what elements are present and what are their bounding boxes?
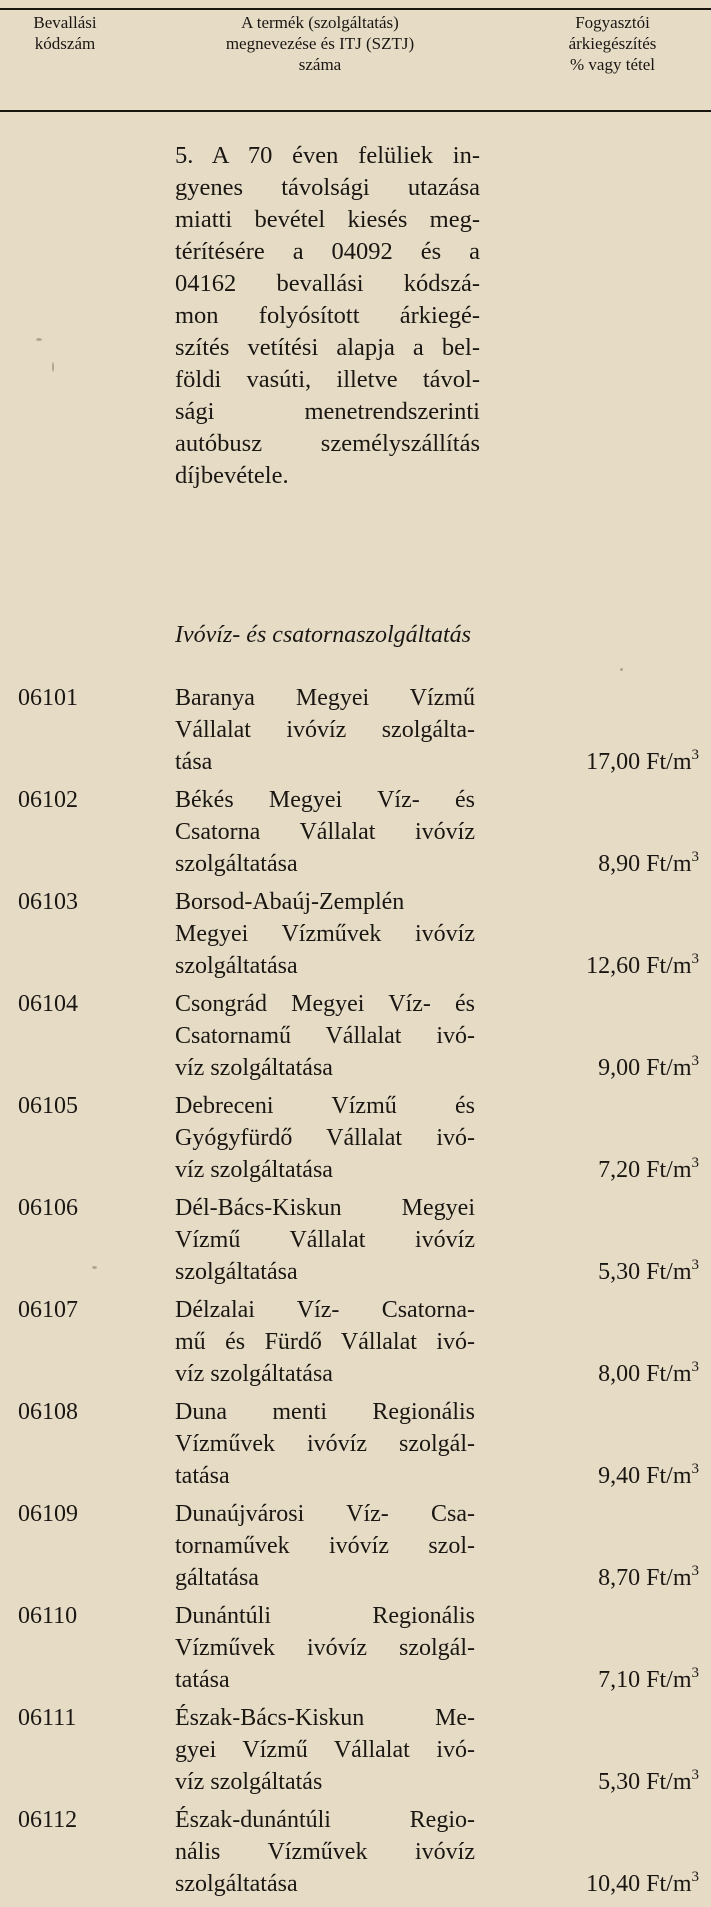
note-line: miatti bevétel kiesés meg- (175, 206, 480, 233)
row-code: 06109 (18, 1501, 78, 1527)
row-fee-unit: Ft/m (646, 1769, 692, 1795)
row-description-line: Dunaújvárosi Víz- Csa- (175, 1501, 475, 1527)
row-fee-unit: Ft/m (646, 1565, 692, 1591)
row-fee-value: 8,90 (598, 851, 641, 877)
row-description-line: Délzalai Víz- Csatorna- (175, 1297, 475, 1323)
row-description-line: tatása (175, 1667, 230, 1693)
row-description-line: Borsod-Abaúj-Zemplén (175, 889, 405, 915)
header-code-column (0, 12, 130, 54)
row-fee-value: 8,70 (598, 1565, 641, 1591)
row-fee-unit-exponent: 3 (691, 1053, 699, 1069)
row-fee-value: 5,30 (598, 1769, 641, 1795)
row-description-line: gáltatása (175, 1565, 259, 1591)
row-fee-unit: Ft/m (646, 1361, 692, 1387)
row-code: 06111 (18, 1705, 77, 1731)
row-description-line: mű és Fürdő Vállalat ivó- (175, 1329, 475, 1355)
row-fee-unit: Ft/m (646, 749, 692, 775)
row-code: 06106 (18, 1195, 78, 1221)
row-fee-unit-exponent: 3 (691, 849, 699, 865)
row-fee-unit-exponent: 3 (691, 1359, 699, 1375)
note-line: gyenes távolsági utazása (175, 174, 480, 201)
row-description-line: Megyei Vízművek ivóvíz (175, 921, 475, 947)
table-row (0, 1090, 711, 1192)
note-line: autóbusz személyszállítás (175, 430, 480, 457)
row-fee-unit: Ft/m (646, 1259, 692, 1285)
row-fee-unit: Ft/m (646, 1667, 692, 1693)
row-description-line: Baranya Megyei Vízmű (175, 685, 475, 711)
row-fee-value: 17,00 (586, 749, 641, 775)
row-description-line: Gyógyfürdő Vállalat ivó- (175, 1125, 475, 1151)
row-description-line: Csatorna Vállalat ivóvíz (175, 819, 475, 845)
row-description-line: Vízművek ivóvíz szolgál- (175, 1431, 475, 1457)
row-description-line: Békés Megyei Víz- és (175, 787, 475, 813)
row-description-line: tása (175, 749, 213, 775)
header-code-line: Bevallási (33, 13, 97, 32)
note-line: díjbevétele. (175, 462, 289, 489)
note-line: 04162 bevallási kódszá- (175, 270, 480, 297)
table-row (0, 1804, 711, 1906)
row-description-line: víz szolgáltatása (175, 1055, 333, 1081)
row-description (175, 1498, 475, 1594)
row-description-line: szolgáltatása (175, 1871, 298, 1897)
row-description-line: tornaművek ivóvíz szol- (175, 1533, 475, 1559)
row-code: 06112 (18, 1807, 78, 1833)
header-name-line: száma (298, 55, 342, 74)
row-description-line: víz szolgáltatás (175, 1769, 323, 1795)
row-fee-unit-exponent: 3 (691, 1257, 699, 1273)
row-description (175, 1600, 475, 1696)
row-fee-unit: Ft/m (646, 1055, 692, 1081)
section-title: Ivóvíz- és csatornaszolgáltatás (175, 622, 471, 648)
row-code: 06104 (18, 991, 78, 1017)
row-description (175, 1294, 475, 1390)
row-description (175, 1702, 475, 1798)
table-row (0, 784, 711, 886)
row-fee (598, 1664, 699, 1699)
row-fee-value: 7,20 (598, 1157, 641, 1183)
row-fee-unit-exponent: 3 (691, 747, 699, 763)
row-fee-value: 7,10 (598, 1667, 641, 1693)
row-fee-value: 5,30 (598, 1259, 641, 1285)
row-description-line: Vállalat ivóvíz szolgálta- (175, 717, 475, 743)
row-description-line: szolgáltatása (175, 1259, 298, 1285)
row-fee-unit-exponent: 3 (691, 1665, 699, 1681)
row-description (175, 1192, 475, 1288)
header-code-line: kódszám (34, 34, 96, 53)
row-fee (598, 848, 699, 883)
header-rule (0, 110, 711, 112)
row-fee-unit: Ft/m (646, 851, 692, 877)
row-fee-value: 12,60 (586, 953, 641, 979)
note-line: földi vasúti, illetve távol- (175, 366, 480, 393)
row-code: 06107 (18, 1297, 78, 1323)
row-description-line: nális Vízművek ivóvíz (175, 1839, 475, 1865)
row-fee (598, 1460, 699, 1495)
row-fee (598, 1154, 699, 1189)
row-description-line: víz szolgáltatása (175, 1157, 333, 1183)
row-description-line: Csatornamű Vállalat ivó- (175, 1023, 475, 1049)
note-line: 5. A 70 éven felüliek in- (175, 142, 480, 169)
row-description (175, 886, 475, 982)
row-code: 06108 (18, 1399, 78, 1425)
note-line: szítés vetítési alapja a bel- (175, 334, 480, 361)
row-fee-unit-exponent: 3 (691, 951, 699, 967)
row-description (175, 988, 475, 1084)
table-row (0, 682, 711, 784)
row-code: 06110 (18, 1603, 78, 1629)
row-fee (598, 1052, 699, 1087)
row-description-line: Csongrád Megyei Víz- és (175, 991, 475, 1017)
print-speck (36, 338, 42, 341)
note-line: térítésére a 04092 és a (175, 238, 480, 265)
table-row (0, 1498, 711, 1600)
header-fee-line: Fogyasztói (575, 13, 650, 32)
row-description-line: Dunántúli Regionális (175, 1603, 475, 1629)
table-row (0, 1294, 711, 1396)
row-fee (586, 950, 699, 985)
print-speck (52, 362, 54, 372)
row-description-line: Debreceni Vízmű és (175, 1093, 475, 1119)
row-description-line: Duna menti Regionális (175, 1399, 475, 1425)
row-fee-unit: Ft/m (646, 1157, 692, 1183)
row-fee-value: 10,40 (586, 1871, 641, 1897)
print-speck (92, 1266, 97, 1269)
table-row (0, 1600, 711, 1702)
row-description (175, 1396, 475, 1492)
row-fee-unit-exponent: 3 (691, 1461, 699, 1477)
table-row (0, 1396, 711, 1498)
row-fee-unit: Ft/m (646, 1871, 692, 1897)
row-fee-value: 9,40 (598, 1463, 641, 1489)
row-fee (598, 1766, 699, 1801)
row-description (175, 784, 475, 880)
header-name-column (170, 12, 470, 75)
row-fee (586, 1868, 699, 1903)
table-row (0, 1702, 711, 1804)
header-fee-column (520, 12, 705, 75)
row-description-line: víz szolgáltatása (175, 1361, 333, 1387)
header-name-line: A termék (szolgáltatás) (241, 13, 399, 32)
row-description-line: Vízművek ivóvíz szolgál- (175, 1635, 475, 1661)
note-line: mon folyósított árkiegé- (175, 302, 480, 329)
row-description-line: gyei Vízmű Vállalat ivó- (175, 1737, 475, 1763)
table-row (0, 988, 711, 1090)
print-speck (620, 668, 623, 671)
row-fee-unit: Ft/m (646, 953, 692, 979)
row-description-line: Dél-Bács-Kiskun Megyei (175, 1195, 475, 1221)
row-fee-value: 8,00 (598, 1361, 641, 1387)
row-description-line: Észak-Bács-Kiskun Me- (175, 1705, 475, 1731)
row-fee-unit: Ft/m (646, 1463, 692, 1489)
row-fee-unit-exponent: 3 (691, 1563, 699, 1579)
row-description-line: tatása (175, 1463, 230, 1489)
row-fee-unit-exponent: 3 (691, 1869, 699, 1885)
row-description-line: szolgáltatása (175, 851, 298, 877)
table-row (0, 886, 711, 988)
row-code: 06102 (18, 787, 78, 813)
row-fee (586, 746, 699, 781)
note-paragraph (175, 140, 480, 492)
row-description (175, 1090, 475, 1186)
note-line: sági menetrendszerinti (175, 398, 480, 425)
header-fee-line: árkiegészítés (568, 34, 657, 53)
row-fee (598, 1562, 699, 1597)
row-description-line: Vízmű Vállalat ivóvíz (175, 1227, 475, 1253)
row-description-line: Észak-dunántúli Regio- (175, 1807, 475, 1833)
row-code: 06105 (18, 1093, 78, 1119)
row-fee-value: 9,00 (598, 1055, 641, 1081)
row-fee (598, 1256, 699, 1291)
top-rule (0, 8, 711, 10)
table-row (0, 1192, 711, 1294)
row-code: 06101 (18, 685, 78, 711)
row-fee (598, 1358, 699, 1393)
row-fee-unit-exponent: 3 (691, 1155, 699, 1171)
row-description (175, 682, 475, 778)
header-fee-line: % vagy tétel (570, 55, 655, 74)
row-code: 06103 (18, 889, 78, 915)
row-description (175, 1804, 475, 1900)
row-description-line: szolgáltatása (175, 953, 298, 979)
header-name-line: megnevezése és ITJ (SZTJ) (225, 34, 415, 53)
price-table (0, 682, 711, 1906)
row-fee-unit-exponent: 3 (691, 1767, 699, 1783)
